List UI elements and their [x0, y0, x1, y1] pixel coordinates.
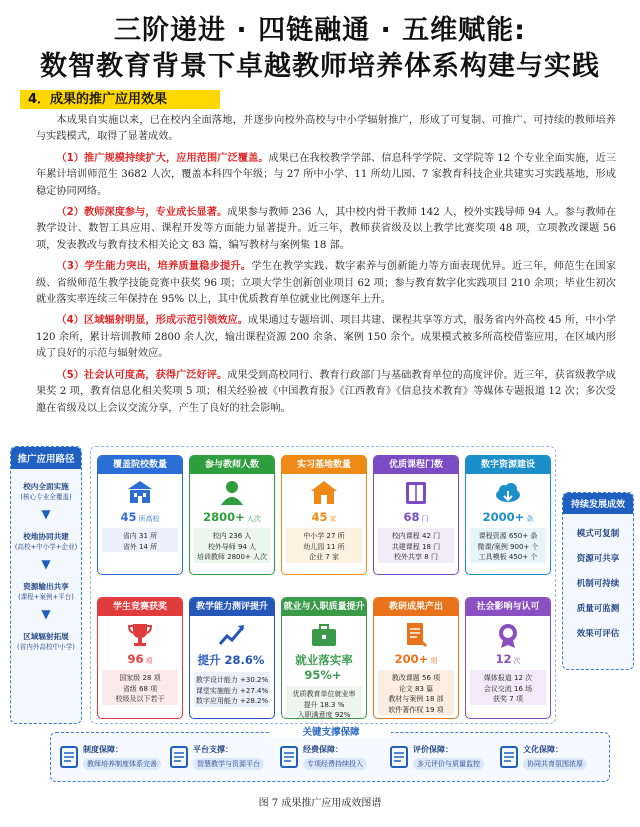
card-value-number: 就业落实率 95%+: [295, 653, 353, 682]
card-details: [102, 670, 178, 705]
body-text: [36, 113, 616, 422]
card-detail-line: 微课/案例 900+ 个: [477, 542, 539, 551]
paragraph-2-text: 成果参与教师 236 人，其中校内骨干教师 142 人，校外实践导师 94 人。参与教师在教学设计、数智工具应用、课程开发等方面能力显著提升。近三年，教师获省级及以上教学比赛奖项 48 项，立项教改课题 56 项，发表教改与教育技术相关论文 83 篇，编写教材与案例集 18 部。: [36, 207, 617, 251]
down-arrow-icon: ▼: [41, 557, 51, 571]
card-value: [466, 652, 550, 666]
card-detail-line: 教学设计能力 +30.2%: [195, 676, 269, 684]
medal-icon: [466, 620, 550, 650]
title-line-2: 数智教育背景下卓越教师培养体系构建与实践: [40, 51, 600, 82]
school-icon: [98, 478, 182, 508]
section-heading: 4．成果的推广应用效果: [20, 90, 220, 109]
card-detail-line: 省内 31 所: [122, 532, 158, 540]
card-detail-line: 教材与案例 18 部: [388, 695, 444, 703]
card-detail-line: 软件著作权 19 项: [388, 705, 444, 714]
cloud-icon: [466, 478, 550, 508]
down-arrow-icon: ▼: [41, 607, 51, 621]
card-detail-line: 论文 83 篇: [398, 684, 434, 693]
card-details: [378, 528, 454, 563]
support-sub: 多元评价与质量监控: [413, 758, 484, 770]
result-card-teacher: [189, 455, 275, 575]
card-title: 学生竞赛获奖: [98, 598, 182, 616]
card-title: 优质课程门数: [374, 456, 458, 474]
card-value-unit: 项: [145, 657, 153, 665]
result-card-base: [281, 455, 367, 575]
support-label: 制度保障：: [83, 745, 123, 754]
sustainable-item: 机制可持续: [576, 579, 620, 589]
card-details: [286, 528, 362, 563]
card-value-number: 200+: [394, 652, 429, 666]
card-value: [190, 652, 274, 668]
evaluation-icon: [389, 745, 409, 769]
policy-icon: [59, 745, 79, 769]
paragraph-2-highlight: （2）教师深度参与，专业成长显著。: [56, 207, 228, 219]
path-step-1: [11, 481, 81, 503]
teacher-icon: [190, 478, 274, 508]
card-detail-line: 教改课题 56 项: [391, 674, 441, 682]
card-title: 就业与入职质量提升: [282, 598, 366, 616]
down-arrow-icon: ▼: [41, 507, 51, 521]
card-value-number: 2000+: [482, 510, 525, 524]
support-item: [389, 741, 493, 777]
result-card-briefcase: [281, 597, 367, 719]
card-value: [374, 652, 458, 666]
card-value: [98, 652, 182, 666]
card-detail-line: 省外 14 所: [122, 542, 158, 551]
card-value-unit: 家: [329, 515, 337, 523]
key-support-panel: [50, 727, 610, 782]
card-details: [286, 686, 362, 719]
path-step-1-sub: (核心专业全覆盖): [20, 493, 72, 501]
card-detail-line: 课堂实施能力 +27.4%: [195, 686, 269, 695]
support-sub: 智慧教学与资源平台: [193, 758, 264, 770]
card-title: 社会影响与认可: [466, 598, 550, 616]
card-detail-line: 获奖 7 项: [493, 695, 523, 703]
figure-caption: 图 7 成果推广应用成效图谱: [258, 798, 382, 809]
card-value: [466, 510, 550, 524]
support-label: 经费保障：: [303, 745, 343, 754]
promotion-path-title: 推广应用路径: [11, 447, 81, 469]
paragraph-1: [36, 151, 616, 200]
paragraph-4: [36, 313, 616, 362]
paragraph-4-text: 成果通过专题培训、项目共建、课程共享等方式，服务省内外高校 45 所，中小学 120 余所，累计培训教师 2800 余人次，输出课程资源 200 余条、案例 150 余个。成果模式被多所高校借鉴应用，在区域内形成了良好的示范与辐射效应。: [36, 315, 616, 360]
card-detail-line: 共建课程 18 门: [391, 542, 441, 551]
trophy-icon: [98, 620, 182, 650]
path-step-4: [11, 631, 81, 653]
card-detail-line: 培训教师 2800+ 人次: [196, 553, 268, 561]
paragraph-4-highlight: （4）区域辐射明显，形成示范引领效应。: [56, 315, 249, 327]
result-card-trend: [189, 597, 275, 719]
briefcase-icon: [282, 620, 366, 650]
card-title: 覆盖院校数量: [98, 456, 182, 474]
card-value-unit: 所高校: [138, 515, 160, 523]
result-card-document: [373, 597, 459, 719]
promotion-path-panel: [10, 446, 82, 724]
card-value-number: 提升 28.6%: [197, 653, 265, 667]
intro-paragraph: 本成果自实施以来，已在校内全面落地，并逐步向校外高校与中小学辐射推广，形成了可复制、可推广、可持续的教师培养与实践模式，取得了显著成效。: [36, 115, 616, 143]
card-value: [98, 510, 182, 524]
card-value: [190, 510, 274, 524]
card-value-number: 96: [127, 652, 144, 666]
card-value: [282, 510, 366, 524]
support-sub: 专项经费持续投入: [303, 758, 367, 770]
path-step-3-label: 资源输出共享: [23, 582, 69, 591]
card-detail-line: 国家级 28 项: [119, 674, 161, 682]
card-detail-line: 会议交流 16 场: [483, 684, 533, 693]
path-step-2-sub: (高校+中小学+企业): [14, 543, 78, 551]
card-detail-line: 优质教育单位就业率: [292, 690, 356, 698]
result-card-trophy: [97, 597, 183, 719]
paragraph-5-highlight: （5）社会认可度高，获得广泛好评。: [56, 369, 228, 381]
card-details: [194, 528, 270, 563]
card-detail-line: 课程资源 650+ 条: [478, 532, 538, 540]
card-details: [194, 672, 270, 707]
key-support-title: 关键支撑保障: [271, 724, 391, 738]
card-value-number: 45: [311, 510, 328, 524]
trend-icon: [190, 620, 274, 650]
card-detail-line: 中小学 27 所: [303, 532, 345, 540]
path-step-2: [11, 531, 81, 553]
paragraph-3-text: 学生在教学实践、数字素养与创新能力等方面表现优异。近三年，师范生在国家级、省级师范生教学技能竞赛中获奖 96 项；立项大学生创新创业项目 62 项；参与教育数字化实践项目 210 余项；毕业生初次就业落实率连续三年保持在 95% 以上，其中优质教育单位就业比例逐年上升。: [36, 261, 617, 306]
result-card-cloud: [465, 455, 551, 575]
support-label: 平台支撑：: [193, 745, 233, 754]
card-detail-line: 校外导师 94 人: [207, 542, 257, 551]
card-value-unit: 项: [430, 657, 438, 665]
sustainable-item: 资源可共享: [576, 554, 620, 564]
card-details: [102, 528, 178, 552]
card-value-unit: 条: [526, 515, 534, 523]
card-value-number: 68: [403, 510, 420, 524]
document-icon: [374, 620, 458, 650]
card-value: [282, 652, 366, 682]
result-card-medal: [465, 597, 551, 719]
paragraph-2: [36, 205, 616, 254]
support-label: 评价保障：: [413, 745, 453, 754]
results-figure: [10, 446, 634, 781]
card-details: [470, 528, 546, 563]
card-title: 实习基地数量: [282, 456, 366, 474]
support-item: [59, 741, 163, 777]
card-detail-line: 省级 68 项: [122, 684, 158, 693]
card-value-number: 45: [120, 510, 137, 524]
paragraph-3-highlight: （3）学生能力突出，培养质量稳步提升。: [56, 261, 252, 273]
card-title: 参与教师人数: [190, 456, 274, 474]
card-detail-line: 数字应用能力 +28.2%: [195, 697, 269, 705]
path-step-4-sub: (省内外高校中小学): [17, 643, 75, 651]
path-step-3-sub: (课程+案例+平台): [18, 593, 74, 601]
card-value-unit: 人次: [246, 515, 261, 523]
support-sub: 教师培养制度体系完善: [83, 758, 161, 770]
result-card-book: [373, 455, 459, 575]
title-line-1: 三阶递进 · 四链融通 · 五维赋能:: [114, 15, 526, 46]
path-step-4-label: 区域辐射拓展: [23, 632, 69, 641]
paragraph-1-highlight: （1）推广规模持续扩大，应用范围广泛覆盖。: [56, 152, 269, 164]
paragraph-5-text: 成果受到高校同行、教育行政部门与基础教育单位的高度评价。近三年，获省级教学成果奖 2 项，教育信息化相关奖项 5 项；相关经验被《中国教育报》《江西教育》《信息技术教育》等媒体专题报道 12 次；多次受邀在省级及以上会议交流分享，产生了良好的社会影响。: [36, 369, 616, 414]
card-value-unit: 次: [513, 657, 521, 665]
card-details: [470, 670, 546, 705]
path-step-2-label: 校地协同共建: [23, 532, 69, 541]
card-title: 数字资源建设: [466, 456, 550, 474]
card-detail-line: 企业 7 家: [309, 553, 339, 561]
card-value: [374, 510, 458, 524]
result-card-school: [97, 455, 183, 575]
sustainable-results-title: 持续发展成效: [563, 493, 633, 514]
card-detail-line: 入职满意度 92%: [297, 711, 351, 719]
card-detail-line: 工具模板 450+ 个: [478, 553, 538, 561]
card-detail-line: 校外共享 8 门: [394, 553, 438, 561]
card-title: 教研成果产出: [374, 598, 458, 616]
card-detail-line: 提升 18.3 %: [303, 700, 345, 709]
card-detail-line: 校内课程 42 门: [391, 532, 441, 540]
book-icon: [374, 478, 458, 508]
paragraph-3: [36, 259, 616, 308]
support-label: 文化保障：: [523, 745, 563, 754]
card-details: [378, 670, 454, 715]
paragraph-5: [36, 368, 616, 417]
card-detail-line: 校内 236 人: [212, 532, 252, 540]
paragraph-1-text: 成果已在我校教学学部、信息科学学院、文学院等 12 个专业全面实施，近三年累计培训师范生 3682 人次，覆盖本科四个年级；与 27 所中小学、11 所幼儿园、7 家教育科技企业共建实习实践基地，形成稳定协同网络。: [36, 152, 617, 197]
platform-icon: [169, 745, 189, 769]
card-detail-line: 校级及以下若干: [115, 695, 165, 703]
sustainable-results-panel: [562, 492, 634, 670]
culture-icon: [499, 745, 519, 769]
base-icon: [282, 478, 366, 508]
card-value-number: 2800+: [203, 510, 245, 524]
sustainable-item: 效果可评估: [576, 629, 620, 639]
support-item: [499, 741, 603, 777]
card-value-number: 12: [495, 652, 512, 666]
support-sub: 协同共育氛围浓厚: [523, 758, 587, 770]
funding-icon: [279, 745, 299, 769]
support-item: [279, 741, 383, 777]
path-step-3: [11, 581, 81, 603]
card-value-unit: 门: [421, 515, 429, 523]
card-title: 教学能力测评提升: [190, 598, 274, 616]
card-detail-line: 幼儿园 11 所: [303, 542, 345, 551]
sustainable-item: 质量可监测: [576, 604, 620, 614]
sustainable-item: 模式可复制: [576, 529, 620, 539]
card-detail-line: 媒体报道 12 次: [483, 674, 533, 682]
results-card-grid: [90, 446, 556, 724]
path-step-1-label: 校内全面实施: [23, 482, 69, 491]
support-item: [169, 741, 273, 777]
